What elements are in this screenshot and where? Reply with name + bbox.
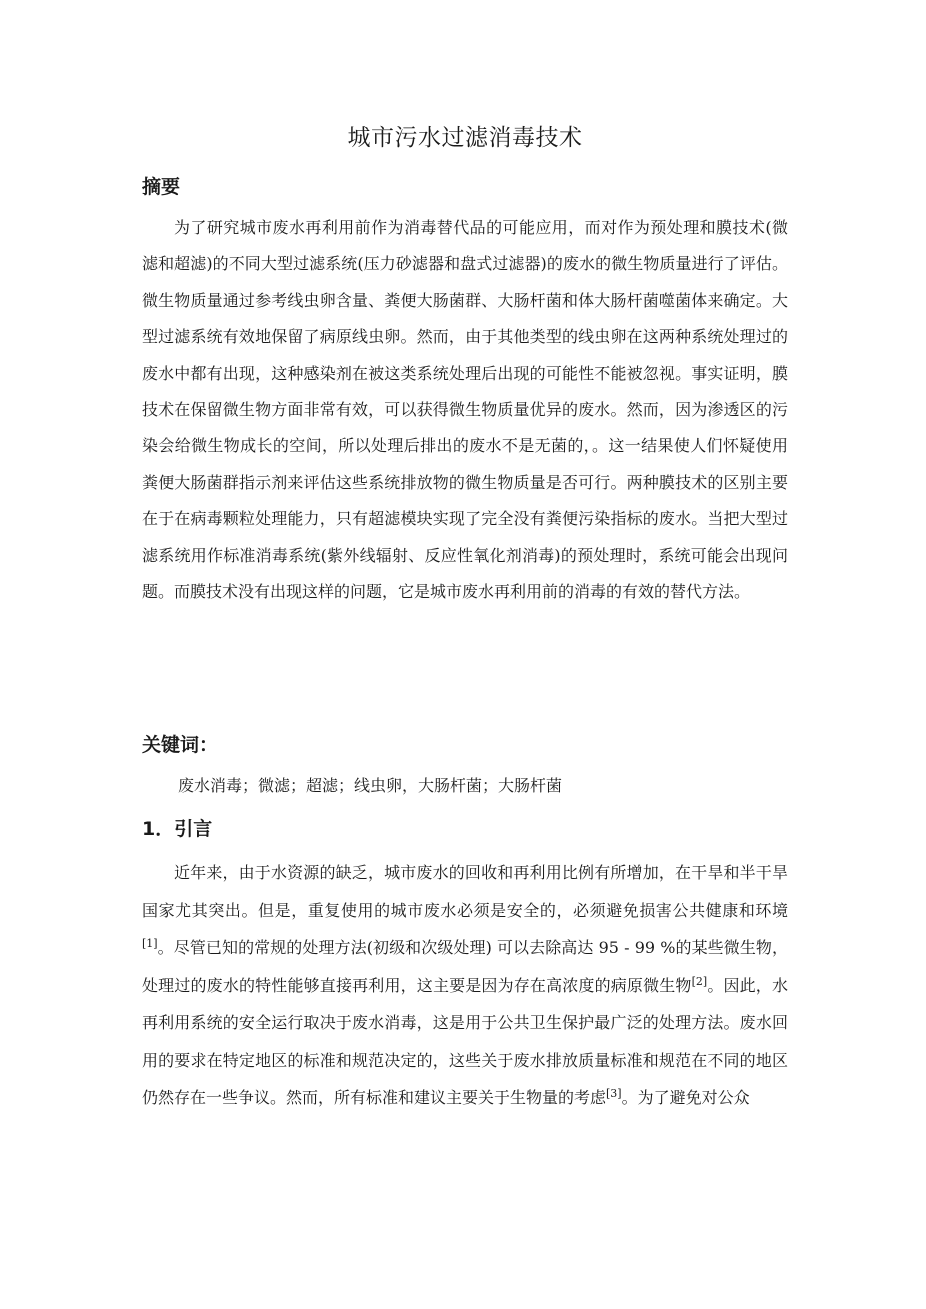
keywords-heading: 关键词： [142,734,219,756]
intro-text-4: 。为了避免对公众 [621,1088,750,1107]
citation-3: [3] [606,1086,622,1100]
keywords-list: 废水消毒；微滤；超滤；线虫卵，大肠杆菌；大肠杆菌 [178,776,563,795]
intro-text-2: 。尽管已知的常规的处理方法(初级和次级处理) 可以去除高达 95 - 99 %的某些微生物，处理过的废水的特性能够直接再利用，这主要是因为存在高浓度的病原微生物 [142,938,788,995]
abstract-heading: 摘要 [142,176,181,198]
abstract-paragraph: 为了研究城市废水再利用前作为消毒替代品的可能应用，而对作为预处理和膜技术(微滤和超滤)的不同大型过滤系统(压力砂滤器和盘式过滤器)的废水的微生物质量进行了评估。微生物质量通过参考线虫卵含量、粪便大肠菌群、大肠杆菌和体大肠杆菌噬菌体来确定。大型过滤系统有效地保留了病原线虫卵。然而，由于其他类型的线虫卵在这两种系统处理过的废水中都有出现，这种感染剂在被这类系统处理后出现的可能性不能被忽视。事实证明，膜技术在保留微生物方面非常有效，可以获得微生物质量优异的废水。然而，因为渗透区的污染会给微生物成长的空间，所以处理后排出的废水不是无菌的，。这一结果使人们怀疑使用粪便大肠菌群指示剂来评估这些系统排放物的微生物质量是否可行。两种膜技术的区别主要在于在病毒颗粒处理能力，只有超滤模块实现了完全没有粪便污染指标的废水。当把大型过滤系统用作标准消毒系统(紫外线辐射、反应性氧化剂消毒)的预处理时，系统可能会出现问题。而膜技术没有出现这样的问题，它是城市废水再利用前的消毒的有效的替代方法。 [142,218,788,602]
introduction-paragraph [142,854,788,1117]
citation-1: [1] [142,936,158,950]
intro-text-1: 近年来，由于水资源的缺乏，城市废水的回收和再利用比例有所增加，在干旱和半干旱国家尤其突出。但是，重复使用的城市废水必须是安全的，必须避免损害公共健康和环境 [142,863,788,920]
document-title: 城市污水过滤消毒技术 [347,125,583,151]
citation-2: [2] [691,974,708,988]
introduction-heading: 1．引言 [142,818,213,840]
intro-text-3: 。因此，水再利用系统的安全运行取决于废水消毒，这是用于公共卫生保护最广泛的处理方法。废水回用的要求在特定地区的标准和规范决定的，这些关于废水排放质量标准和规范在不同的地区仍然存在一些争议。然而，所有标准和建议主要关于生物量的考虑 [142,975,788,1107]
